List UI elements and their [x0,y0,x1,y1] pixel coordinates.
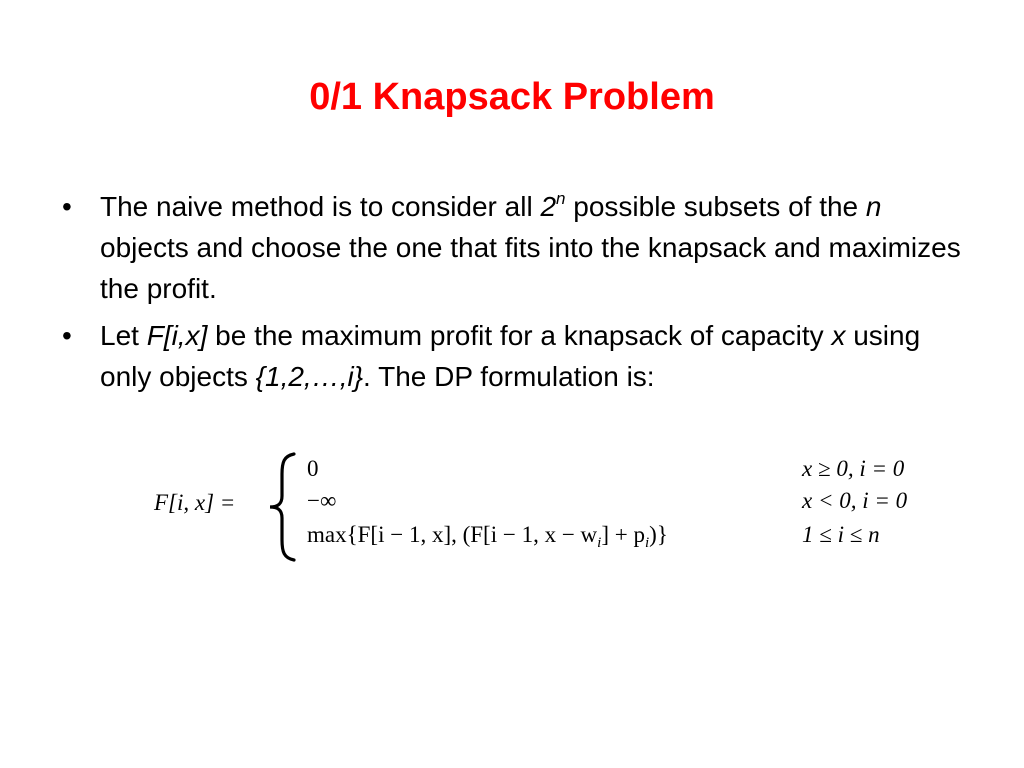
bullet-text: objects and choose the one that fits into the knapsack and maximizes the profit. [100,232,961,304]
bullet-text: possible subsets of the [565,191,866,222]
recurrence-part: max{F[i − 1, x], (F[i − 1, x − w [307,522,598,547]
formula-lhs: F[i, x] = [154,490,236,515]
bullet-list [62,186,962,403]
case-cond-base: x ≥ 0, i = 0 [802,456,905,481]
left-brace-icon [264,452,304,562]
recurrence-part: )} [649,522,668,547]
power-exponent: n [556,189,566,208]
bullet-text: Let [100,320,147,351]
bullet-text: . The DP formulation is: [363,361,655,392]
bullet-text: be the maximum profit for a knapsack of capacity [207,320,832,351]
case-expr-recurrence [307,522,668,551]
bullet-icon: • [62,320,72,351]
case-cond-range: 1 ≤ i ≤ n [802,522,880,547]
dp-formula [154,452,954,562]
power-base: 2 [540,191,557,222]
case-cond-negative: x < 0, i = 0 [802,488,908,513]
variable-x: x [831,320,846,351]
bullet-icon: • [62,191,72,222]
subscript-i: i [597,535,602,551]
case-expr-base: 0 [307,456,319,481]
subscript-i: i [644,535,650,551]
bullet-item-naive-method [62,186,962,309]
recurrence-part: ] + p [601,522,645,547]
bullet-text: using only objects [100,320,921,392]
function-name: F[i,x] [146,320,208,351]
bullet-text: The naive method is to consider all [100,191,541,222]
object-set: {1,2,…,i} [255,361,364,392]
bullet-item-definition [62,315,962,397]
variable-n: n [865,191,882,222]
case-expr-neg-infinity: −∞ [307,488,337,513]
slide-title: 0/1 Knapsack Problem [309,76,715,118]
